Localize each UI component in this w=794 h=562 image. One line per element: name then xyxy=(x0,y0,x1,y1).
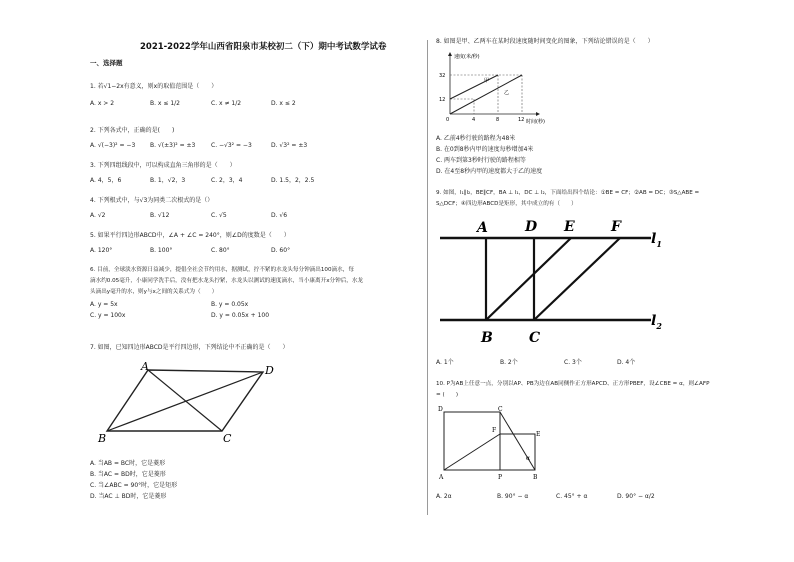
graph-x-axis-label: 时间(秒) xyxy=(526,119,545,125)
graph-series-jia: 甲 xyxy=(484,78,490,84)
graph-tick-x8: 8 xyxy=(496,117,500,123)
question-6-line-2: 滴水约0.05毫升，小康同学洗手后，没有把水龙头拧紧，水龙头以测试的速度滴水，当小康离开x分钟后，水龙 xyxy=(90,278,364,284)
question-10-line-2: = ( ) xyxy=(436,392,459,398)
question-9-option-d: D. 4个 xyxy=(617,359,636,366)
question-8-option-c: C. 两车到第3秒时行驶的路程相等 xyxy=(436,157,526,164)
parallel-lines-figure xyxy=(437,212,677,347)
label-d: D xyxy=(438,406,443,413)
question-5-stem: 5. 如果平行四边形ABCD中，∠A + ∠C = 240°，则∠D的度数是（ ） xyxy=(90,232,290,239)
question-3-option-a: A. 4，5，6 xyxy=(90,177,122,184)
question-7-option-a: A. 当AB = BC时，它是菱形 xyxy=(90,460,166,467)
section-heading: 一、选择题 xyxy=(90,59,123,67)
graph-series-yi: 乙 xyxy=(504,90,510,96)
question-10-option-a: A. 2α xyxy=(436,493,452,500)
question-2-option-c: C. −√3² = −3 xyxy=(211,142,252,149)
question-3-option-b: B. 1，√2，3 xyxy=(150,177,186,184)
question-2-option-d: D. √3² = ±3 xyxy=(271,142,308,149)
question-2-stem: 2. 下列各式中，正确的是( ) xyxy=(90,127,175,134)
speed-time-graph xyxy=(436,52,556,130)
question-4-option-d: D. √6 xyxy=(271,212,288,219)
question-8-option-d: D. 在4至8秒内甲的速度都大于乙的速度 xyxy=(436,168,543,175)
question-3-option-c: C. 2，3，4 xyxy=(211,177,243,184)
squares-figure xyxy=(436,402,556,482)
question-10-line-1: 10. P为AB上任意一点，分别以AP、PB为边在AB同侧作正方形APCD、正方形PBEF，设∠CBE = α，则∠AFP xyxy=(436,381,710,387)
question-8-stem: 8. 如图是甲、乙两车在某时段速度随时间变化的图象，下列结论错误的是（ ） xyxy=(436,38,654,45)
question-5-option-c: C. 80° xyxy=(211,247,230,254)
question-7-option-c: C. 当∠ABC = 90°时，它是矩形 xyxy=(90,482,178,489)
label-b: B xyxy=(98,432,107,445)
question-9-option-c: C. 3个 xyxy=(564,359,582,366)
question-5-option-b: B. 100° xyxy=(150,247,173,254)
question-4-stem: 4. 下列根式中，与√3为同类二次根式的是（） xyxy=(90,197,214,204)
question-7-option-d: D. 当AC ⊥ BD时，它是菱形 xyxy=(90,493,167,500)
question-9-line-2: S△DCF；④四边形ABCD是矩形，其中成立的有（ ） xyxy=(436,201,577,207)
question-9-option-a: A. 1个 xyxy=(436,359,454,366)
label-l1: $l_1$ xyxy=(651,231,662,249)
question-6-option-a: A. y = 5x xyxy=(90,301,118,308)
question-3-stem: 3. 下列四组线段中，可以构成直角三角形的是（ ） xyxy=(90,162,236,169)
parallelogram-figure xyxy=(95,358,285,448)
question-1-stem: 1. 若√1−2x有意义，则x的取值范围是（ ） xyxy=(90,83,218,90)
label-d: D xyxy=(265,364,274,377)
question-4-option-b: B. √12 xyxy=(150,212,170,219)
label-b: B xyxy=(533,474,538,481)
label-e: E xyxy=(564,219,575,235)
question-8-option-b: B. 在0到8秒内甲的速度每秒增加4米 xyxy=(436,146,534,153)
question-4-option-a: A. √2 xyxy=(90,212,106,219)
question-10-option-b: B. 90° − α xyxy=(497,493,529,500)
question-1-option-a: A. x > 2 xyxy=(90,100,115,107)
question-7-stem: 7. 如图，已知四边形ABCD是平行四边形，下列结论中不正确的是（ ） xyxy=(90,344,289,351)
question-9-line-1: 9. 如图，l₁∥l₂，BE∥CF，BA ⊥ l₁，DC ⊥ l₂，下面给出四个结论：①BE = CF；②AB = DC；③S△ABE = xyxy=(436,190,700,196)
question-2-option-a: A. √(−3)² = −3 xyxy=(90,142,136,149)
graph-tick-x4: 4 xyxy=(472,117,476,123)
label-a: A xyxy=(477,220,488,236)
graph-tick-y12: 12 xyxy=(439,97,446,103)
question-9-option-b: B. 2个 xyxy=(500,359,518,366)
label-a: A xyxy=(141,360,149,373)
column-divider xyxy=(427,40,428,515)
label-b: B xyxy=(481,330,493,346)
label-f: F xyxy=(492,427,497,434)
label-a: A xyxy=(439,474,444,481)
question-2-option-b: B. √(±3)² = ±3 xyxy=(150,142,196,149)
graph-tick-y32: 32 xyxy=(439,73,446,79)
question-3-option-d: D. 1.5，2，2.5 xyxy=(271,177,315,184)
question-8-option-a: A. 乙前4秒行驶的路程为48米 xyxy=(436,135,516,142)
question-1-option-b: B. x ≤ 1/2 xyxy=(150,100,180,107)
label-d: D xyxy=(525,219,538,235)
question-5-option-a: A. 120° xyxy=(90,247,113,254)
question-10-option-c: C. 45° + α xyxy=(556,493,588,500)
label-c: C xyxy=(529,330,541,346)
label-e: E xyxy=(536,431,541,438)
question-6-option-d: D. y = 0.05x + 100 xyxy=(211,312,270,319)
label-c: C xyxy=(223,432,232,445)
label-l2: $l_2$ xyxy=(651,313,662,331)
question-7-option-b: B. 当AC = BD时，它是菱形 xyxy=(90,471,166,478)
graph-tick-x12: 12 xyxy=(518,117,525,123)
label-p: P xyxy=(498,474,503,481)
question-6-line-3: 头滴出y毫升的水，则y与x之间的关系式为（ ） xyxy=(90,289,218,295)
label-f: F xyxy=(611,219,621,235)
label-c: C xyxy=(498,406,503,413)
paper-title: 2021-2022学年山西省阳泉市某校初二（下）期中考试数学试卷 xyxy=(140,42,387,52)
graph-tick-x0: 0 xyxy=(446,117,450,123)
question-6-line-1: 6. 目前，全球淡水资源日益减少，提倡全社会节约用水，据测试，拧不紧的水龙头每分钟滴出100滴水，每 xyxy=(90,267,354,273)
question-1-option-c: C. x ≠ 1/2 xyxy=(211,100,242,107)
graph-y-axis-label: 速度(米/秒) xyxy=(454,54,480,60)
question-10-option-d: D. 90° − α/2 xyxy=(617,493,655,500)
question-6-option-b: B. y = 0.05x xyxy=(211,301,249,308)
question-5-option-d: D. 60° xyxy=(271,247,291,254)
label-alpha: α xyxy=(526,455,531,462)
question-1-option-d: D. x ≤ 2 xyxy=(271,100,296,107)
question-4-option-c: C. √5 xyxy=(211,212,227,219)
question-6-option-c: C. y = 100x xyxy=(90,312,126,319)
